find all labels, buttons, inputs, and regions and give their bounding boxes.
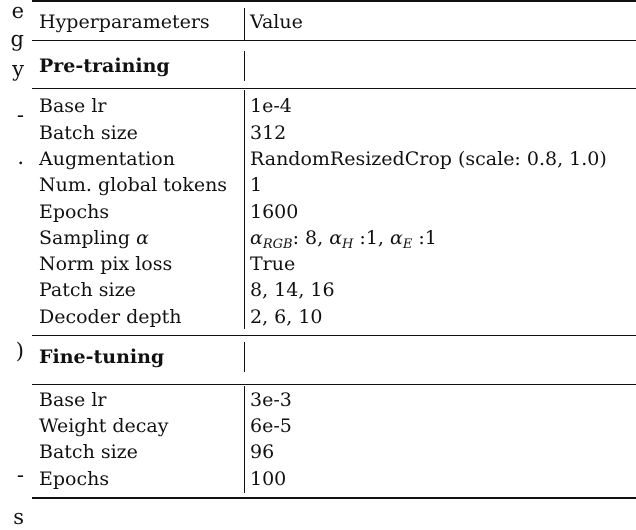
param-cell: Batch size — [39, 441, 138, 463]
param-cell: Sampling α — [39, 227, 149, 249]
param-cell: Augmentation — [39, 148, 175, 170]
param-cell: Batch size — [39, 122, 138, 144]
value-cell: 1e-4 — [250, 95, 292, 117]
value-cell: True — [250, 253, 296, 275]
param-cell: Base lr — [39, 95, 107, 117]
header-value: Value — [250, 11, 303, 33]
param-cell: Decoder depth — [39, 306, 182, 328]
column-separator — [244, 51, 245, 81]
value-cell: 2, 6, 10 — [250, 306, 323, 328]
edge-glyph: y — [12, 57, 24, 81]
param-cell: Epochs — [39, 468, 110, 490]
param-cell: Epochs — [39, 201, 110, 223]
edge-glyph: - — [16, 463, 24, 487]
value-cell: 1 — [250, 174, 263, 196]
section-rule — [32, 384, 636, 385]
value-cell-math: $\alpha_{RGB}$: 8, $\alpha_H$ :1, $\alpha_E$ :1 — [250, 227, 437, 252]
value-cell: 312 — [250, 122, 287, 144]
edge-glyph: s — [13, 505, 24, 529]
value-cell: 8, 14, 16 — [250, 279, 335, 301]
column-separator — [244, 342, 245, 372]
column-separator — [244, 8, 245, 41]
edge-glyph: - — [16, 103, 24, 127]
section-title-finetuning: Fine-tuning — [39, 346, 165, 368]
param-cell: Patch size — [39, 279, 136, 301]
table-bottom-rule — [32, 497, 636, 499]
edge-glyph: . — [17, 145, 24, 169]
section-title-pretraining: Pre-training — [39, 55, 170, 77]
edge-glyph: e — [11, 0, 24, 23]
header-hyperparameters: Hyperparameters — [39, 11, 210, 33]
value-cell: 96 — [250, 441, 275, 463]
value-cell: 3e-3 — [250, 389, 292, 411]
param-cell: Num. global tokens — [39, 174, 228, 196]
edge-glyph: g — [10, 27, 24, 51]
column-separator — [244, 386, 245, 493]
value-cell: 100 — [250, 468, 287, 490]
header-rule — [32, 40, 636, 41]
param-cell: Norm pix loss — [39, 253, 173, 275]
param-cell: Weight decay — [39, 415, 169, 437]
param-cell: Base lr — [39, 389, 107, 411]
value-cell: RandomResizedCrop (scale: 0.8, 1.0) — [250, 148, 607, 170]
column-separator — [244, 90, 245, 329]
section-rule — [32, 88, 636, 89]
table-top-rule — [32, 0, 636, 2]
section-rule — [32, 335, 636, 336]
value-cell: 1600 — [250, 201, 299, 223]
edge-glyph: ) — [15, 339, 24, 363]
value-cell: 6e-5 — [250, 415, 292, 437]
